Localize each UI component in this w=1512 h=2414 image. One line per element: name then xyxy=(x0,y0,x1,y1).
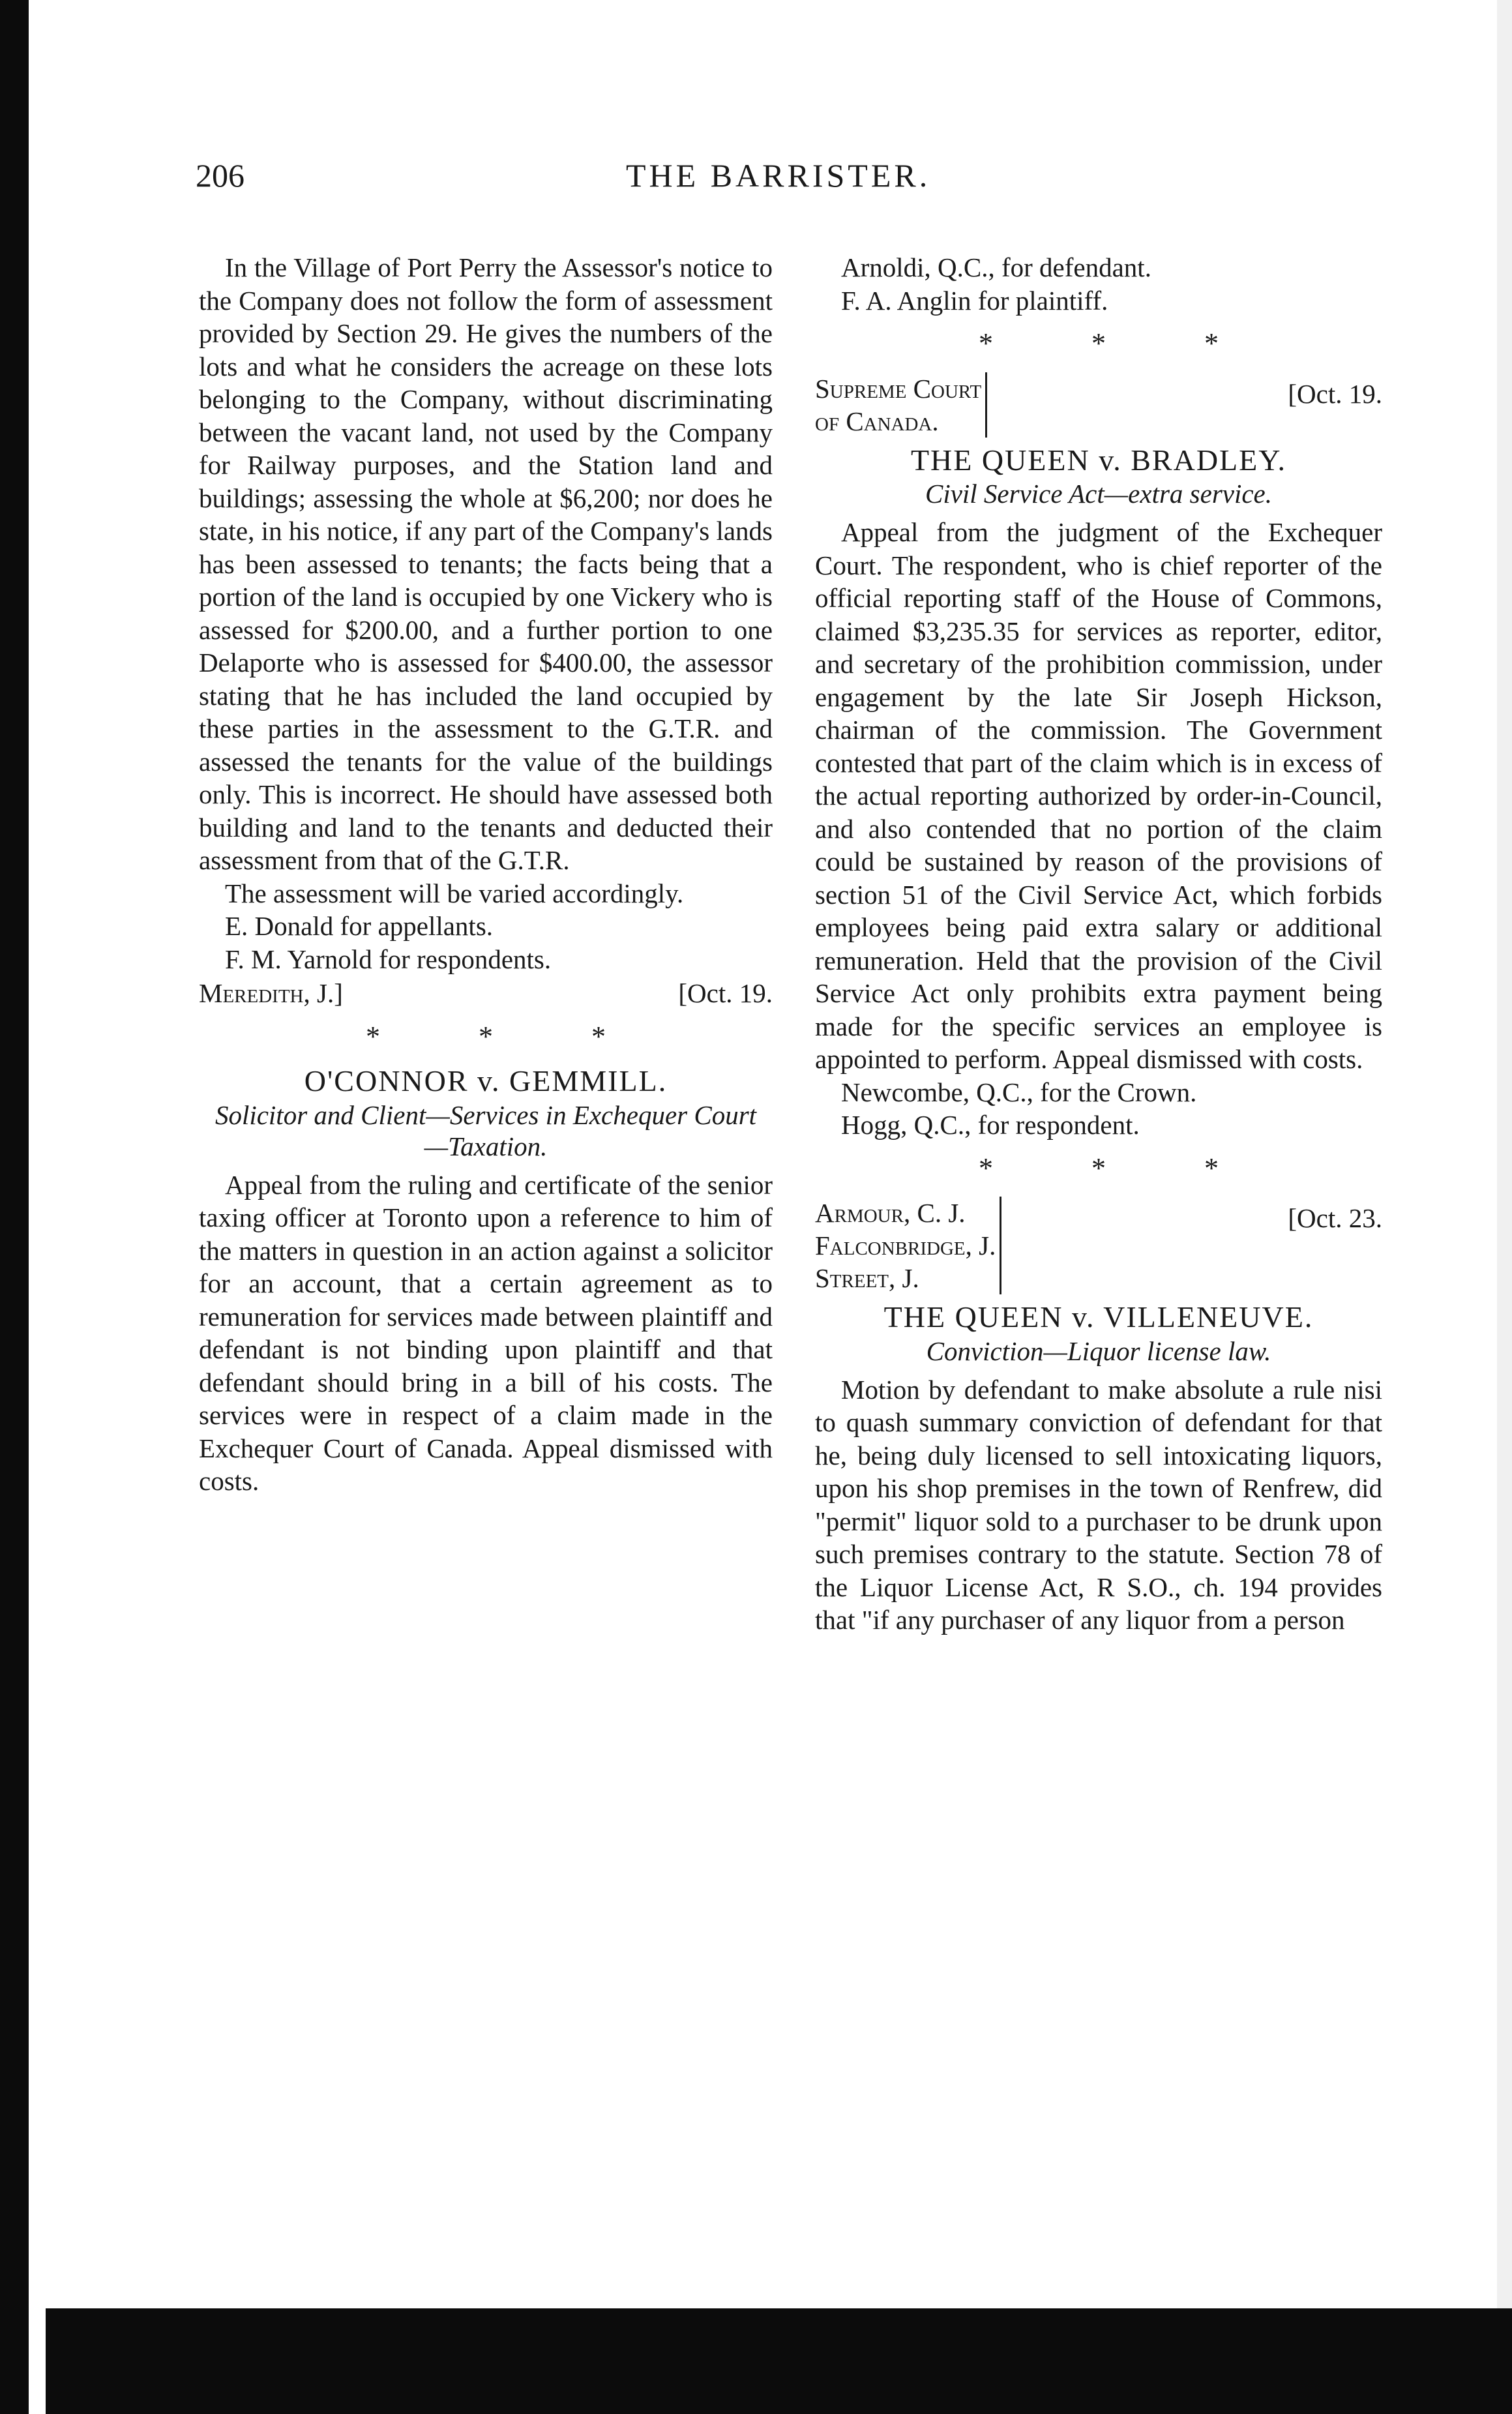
court-block xyxy=(815,372,1382,438)
assessment-paragraph: In the Village of Port Perry the Assessor's notice to the Company does not follow the form of assessment provided by Section 29. He gives the numbers of the lots and what he considers the acreage on these lots belonging to the Company, without discriminating between the vacant land, not used by the Company for Railway purposes, and the Station land and buildings; assessing the whole at $6,200; nor does he state, in his notice, if any part of the Company's lands has been assessed to tenants; the facts being that a portion of the land is occupied by one Vickery who is assessed for $200.00, and a further portion to one Delaporte who is assessed for $400.00, the assessor stating that he has included the land occupied by these parties in the assessment to the G.T.R. and assessed the tenants for the value of the buildings only. This is incorrect. He should have assessed both building and land to the tenants and deducted their assessment from that of the G.T.R. xyxy=(199,252,773,875)
bradley-paragraph: Appeal from the judgment of the Exchequer Court. The respondent, who is chief reporter of the official reporting staff of the House of Commons, claimed $3,235.35 for services as reporter, editor, and secretary of the prohibition commission, under engagement by the late Sir Joseph Hickson, chairman of the commission. The Government contested that part of the claim which is in excess of the actual reporting authorized by order-in-Council, and also contended that no portion of the claim could be sustained by reason of the provisions of section 51 of the Civil Service Act, which forbids employees being paid extra salary or additional remuneration. Held that the provision of the Civil Service Act only prohibits extra payment being made for the specific services an employee is appointed to perform. Appeal dismissed with costs. xyxy=(815,517,1382,1074)
villeneuve-paragraph: Motion by defendant to make absolute a rule nisi to quash summary conviction of defendant for that he, being duly licensed to sell intoxicating liquors, upon his shop premises in the town of Renfrew, did "permit" liquor sold to a purchaser to be drunk upon such premises contrary to the statute. Section 78 of the Liquor License Act, R S.O., ch. 194 provides that "if any purchaser of any liquor from a person xyxy=(815,1374,1382,1635)
scan-right-edge xyxy=(1497,0,1512,2308)
court-line: of Canada. xyxy=(815,406,939,436)
counsel-respondents: F. M. Yarnold for respondents. xyxy=(225,944,552,974)
running-head: THE BARRISTER. xyxy=(626,157,931,194)
scan-left-border xyxy=(0,0,29,2414)
court-date: [Oct. 19. xyxy=(1288,378,1382,409)
counsel-plaintiff: F. A. Anglin for plaintiff. xyxy=(841,285,1108,316)
judge-line: Falconbridge, J. xyxy=(815,1230,996,1260)
counsel-defendant: Arnoldi, Q.C., for defendant. xyxy=(841,252,1151,282)
court-name xyxy=(815,372,987,438)
court-line: Supreme Court xyxy=(815,373,982,404)
case-title-villeneuve: THE QUEEN v. VILLENEUVE. xyxy=(883,1300,1314,1334)
counsel-crown: Newcombe, Q.C., for the Crown. xyxy=(841,1077,1197,1107)
case-title-bradley: THE QUEEN v. BRADLEY. xyxy=(910,443,1287,477)
judge-line xyxy=(199,977,773,1010)
right-column xyxy=(815,251,1382,1637)
case-title-oconnor: O'CONNOR v. GEMMILL. xyxy=(304,1064,668,1097)
assessment-conclusion: The assessment will be varied accordingly. xyxy=(225,878,684,908)
judges-names xyxy=(815,1197,1001,1294)
counsel-appellants: E. Donald for appellants. xyxy=(225,911,494,941)
judge-line: Street, J. xyxy=(815,1263,919,1293)
oconnor-paragraph: Appeal from the ruling and certificate of the senior taxing officer at Toronto upon a reference to him of the matters in question in an action against a solicitor for an account, that a certain agreement as to remuneration for services made between plaintiff and defendant is not binding upon plaintiff and that defendant should bring in a bill of his costs. The services were in respect of a claim made in the Exchequer Court of Canada. Appeal dismissed with costs. xyxy=(199,1169,773,1496)
case-subject-villeneuve: Conviction—Liquor license law. xyxy=(926,1335,1271,1366)
case-subject-bradley: Civil Service Act—extra service. xyxy=(925,479,1273,509)
section-separator: * * * xyxy=(979,327,1264,359)
judges-date: [Oct. 23. xyxy=(1288,1203,1382,1233)
page-header xyxy=(196,156,1369,202)
judge-name: Meredith, J.] xyxy=(199,978,343,1008)
section-separator: * * * xyxy=(366,1020,651,1052)
page-number: 206 xyxy=(196,157,245,194)
judge-line: Armour, C. J. xyxy=(815,1198,966,1228)
case-subject-oconnor: Solicitor and Client—Services in Exchequer Court—Taxation. xyxy=(215,1099,757,1161)
judges-block xyxy=(815,1197,1382,1294)
scan-bottom-border xyxy=(46,2308,1512,2414)
left-column xyxy=(199,251,773,1498)
counsel-respondent: Hogg, Q.C., for respondent. xyxy=(841,1110,1140,1140)
section-separator: * * * xyxy=(979,1152,1264,1184)
judge-date: [Oct. 19. xyxy=(678,978,773,1008)
